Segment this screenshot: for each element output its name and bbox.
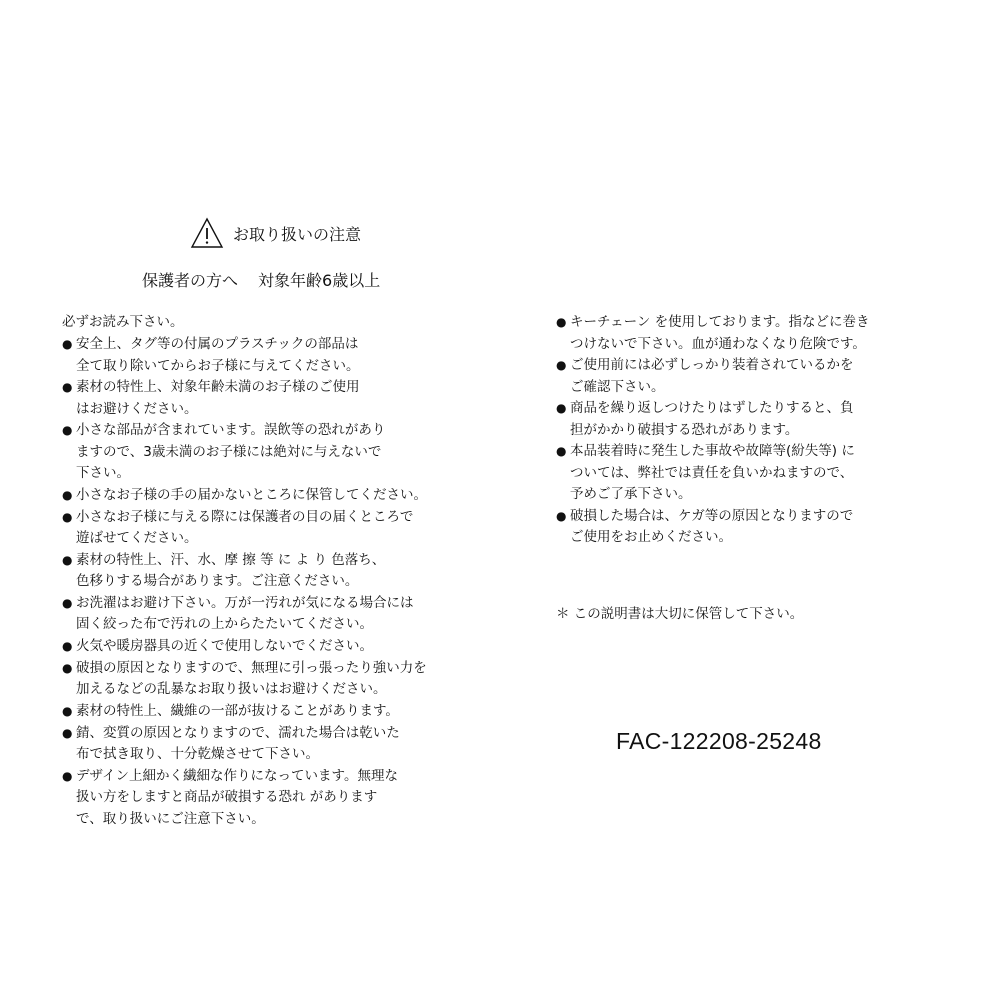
age-target-label: 対象年齢6歳以上: [258, 271, 381, 290]
bullet-icon: ●: [62, 487, 73, 502]
caution-item: [556, 505, 946, 548]
caution-text: [76, 657, 502, 700]
caution-line: 錆、変質の原因となりますので、濡れた場合は乾いた: [76, 724, 400, 741]
caution-line: 予めご了承下さい。: [570, 486, 692, 502]
caution-line: キーチェーン を使用しております。指などに巻き: [570, 314, 870, 330]
caution-line: 破損した場合は、ケガ等の原因となりますので: [570, 507, 854, 524]
caution-line: 火気や暖房器具の近くで使用しないでください。: [76, 637, 373, 654]
caution-line: 商品を繰り返しつけたりはずしたりすると、負: [570, 400, 854, 416]
caution-line: 素材の特性上、汗、水、摩 擦 等 に よ り 色落ち、: [76, 551, 386, 568]
caution-text: [76, 700, 502, 722]
caution-line: 加えるなどの乱暴なお取り扱いはお避けください。: [76, 681, 387, 697]
caution-item: [62, 419, 502, 484]
caution-item: [62, 722, 502, 765]
caution-item: [62, 657, 502, 700]
caution-line: ご使用前には必ずしっかり装着されているかを: [570, 357, 854, 373]
caution-line: 担がかかり破損する恐れがあります。: [570, 421, 799, 438]
caution-line: 固く絞った布で汚れの上からたたいてください。: [76, 616, 373, 632]
caution-text: [570, 354, 946, 397]
caution-item: [62, 700, 502, 722]
left-caution-list: [62, 333, 502, 829]
caution-item: [556, 354, 946, 397]
caution-item: [62, 635, 502, 657]
bullet-icon: ●: [62, 380, 73, 394]
left-column: [62, 311, 502, 829]
caution-text: [76, 722, 502, 765]
caution-text: [76, 506, 502, 549]
caution-text: [76, 549, 502, 592]
caution-line: 小さなお子様に与える際には保護者の目の届くところで: [76, 508, 414, 525]
caution-line: ますので、3歳未満のお子様には絶対に与えないで: [76, 443, 382, 460]
caution-line: 下さい。: [76, 465, 130, 481]
keep-manual-note: ＊ この説明書は大切に保管して下さい。: [556, 606, 804, 622]
bullet-icon: ●: [62, 725, 73, 740]
page-title: お取り扱いの注意: [233, 224, 362, 244]
caution-text: [76, 765, 502, 830]
bullet-icon: ●: [556, 315, 567, 329]
caution-line: デザイン上細かく繊細な作りになっています。無理な: [76, 767, 398, 784]
caution-line: つけないで下さい。血が通わなくなり危険です。: [570, 335, 866, 352]
caution-line: ご確認下さい。: [570, 378, 665, 395]
caution-line: 本品装着時に発生した事故や故障等(紛失等) に: [570, 443, 855, 459]
caution-line: 布で拭き取り、十分乾燥させて下さい。: [76, 746, 319, 762]
caution-item: [556, 440, 946, 505]
bullet-icon: ●: [62, 509, 73, 524]
caution-text: [76, 419, 502, 484]
warning-triangle-icon: [190, 217, 224, 249]
intro-text: 必ずお読み下さい。: [62, 314, 184, 330]
caution-text: [76, 635, 502, 657]
caution-line: 扱い方をしますと商品が破損する恐れ があります: [76, 789, 378, 805]
caution-item: [62, 592, 502, 635]
bullet-icon: ●: [62, 768, 73, 783]
caution-line: 全て取り除いてからお子様に与えてください。: [76, 357, 360, 374]
caution-item: [556, 397, 946, 440]
caution-text: [570, 440, 946, 505]
title-row: [190, 216, 361, 250]
bullet-icon: ●: [556, 444, 567, 458]
caution-line: はお避けください。: [76, 400, 198, 417]
guardian-label: 保護者の方へ: [142, 271, 239, 290]
caution-item: [62, 333, 502, 376]
bullet-icon: ●: [62, 638, 73, 653]
caution-text: [570, 311, 946, 354]
bullet-icon: ●: [62, 337, 73, 351]
caution-item: [62, 549, 502, 592]
bullet-icon: ●: [62, 552, 73, 567]
caution-line: 破損の原因となりますので、無理に引っ張ったり強い力を: [76, 659, 427, 676]
caution-line: ご使用をお止めください。: [570, 529, 732, 545]
bullet-icon: ●: [62, 660, 73, 675]
caution-text: [570, 397, 946, 440]
bullet-icon: ●: [62, 703, 73, 718]
caution-item: [62, 376, 502, 419]
caution-item: [62, 506, 502, 549]
caution-line: 色移りする場合があります。ご注意ください。: [76, 573, 359, 589]
caution-item: [556, 311, 946, 354]
bullet-icon: ●: [556, 508, 567, 523]
caution-line: 小さな部品が含まれています。誤飲等の恐れがあり: [76, 422, 386, 438]
caution-text: [76, 484, 502, 506]
subtitle: [142, 268, 380, 291]
caution-text: [76, 376, 502, 419]
bullet-icon: ●: [62, 595, 73, 610]
right-column: [556, 311, 946, 548]
caution-line: お洗濯はお避け下さい。万が一汚れが気になる場合には: [76, 594, 414, 611]
caution-line: 遊ばせてください。: [76, 530, 198, 546]
caution-text: [76, 592, 502, 635]
caution-line: 素材の特性上、繊維の一部が抜けることがあります。: [76, 702, 399, 719]
caution-item: [62, 765, 502, 830]
caution-line: 安全上、タグ等の付属のプラスチックの部品は: [76, 336, 359, 352]
caution-text: [570, 505, 946, 548]
caution-line: ついては、弊社では責任を負いかねますので、: [570, 464, 854, 481]
product-code: FAC-122208-25248: [616, 728, 822, 754]
caution-line: で、取り扱いにご注意下さい。: [76, 810, 265, 827]
caution-line: 小さなお子様の手の届かないところに保管してください。: [76, 486, 427, 503]
caution-item: [62, 484, 502, 506]
bullet-icon: ●: [62, 423, 73, 437]
bullet-icon: ●: [556, 358, 567, 372]
caution-line: 素材の特性上、対象年齢未満のお子様のご使用: [76, 379, 360, 395]
caution-text: [76, 333, 502, 376]
right-caution-list: [556, 311, 946, 548]
bullet-icon: ●: [556, 401, 567, 415]
